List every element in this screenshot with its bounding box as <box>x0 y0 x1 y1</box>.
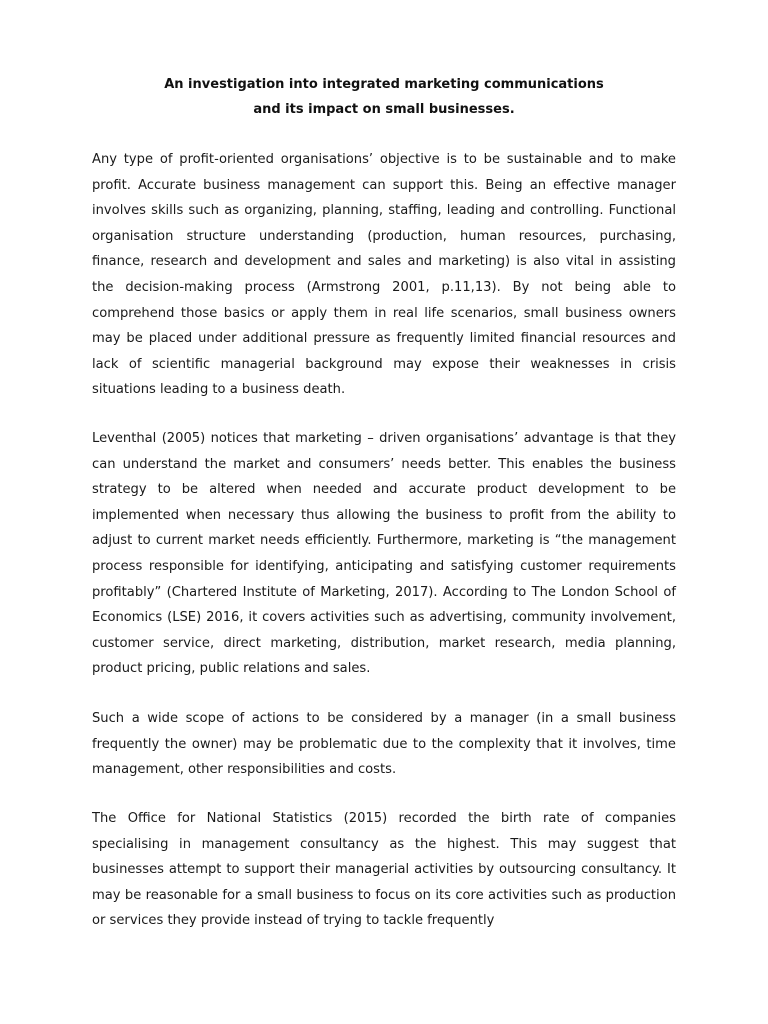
document-title <box>0 72 768 122</box>
paragraph-text: The Office for National Statistics (2015) recorded the birth rate of companies specialising in management consultancy as the highest. This may suggest that businesses attempt to support their managerial activities by outsourcing consultancy. It may be reasonable for a small business to focus on its core activities such as production or services they provide instead of trying to tackle frequently <box>92 811 676 929</box>
paragraph-1 <box>92 147 676 403</box>
paragraph-text: Any type of profit-oriented organisations’ objective is to be sustainable and to make profit. Accurate business management can support this. Being an effective manager involves skills such as organizing, planning, staffing, leading and controlling. Functional organisation structure understanding (production, human resources, purchasing, finance, research and development and sales and marketing) is also vital in assisting the decision-making process (Armstrong 2001, p.11,13). By not being able to comprehend those basics or apply them in real life scenarios, small business owners may be placed under additional pressure as frequently limited financial resources and lack of scientific managerial background may expose their weaknesses in crisis situations leading to a business death. <box>92 152 676 398</box>
title-line-1: An investigation into integrated marketing communications <box>164 77 604 92</box>
paragraph-text: Such a wide scope of actions to be considered by a manager (in a small business frequently the owner) may be problematic due to the complexity that it involves, time management, other responsibilities and costs. <box>92 711 676 778</box>
paragraph-2 <box>92 426 676 682</box>
paragraph-4 <box>92 806 676 934</box>
paragraph-3 <box>92 706 676 783</box>
paragraph-text: Leventhal (2005) notices that marketing – driven organisations’ advantage is that they can understand the market and consumers’ needs better. This enables the business strategy to be altered when needed and accurate product development to be implemented when necessary thus allowing the business to profit from the ability to adjust to current market needs efficiently. Furthermore, marketing is “the management process responsible for identifying, anticipating and satisfying customer requirements profitably” (Chartered Institute of Marketing, 2017). According to The London School of Economics (LSE) 2016, it covers activities such as advertising, community involvement, customer service, direct marketing, distribution, market research, media planning, product pricing, public relations and sales. <box>92 431 676 677</box>
title-line-2: and its impact on small businesses. <box>253 102 515 117</box>
